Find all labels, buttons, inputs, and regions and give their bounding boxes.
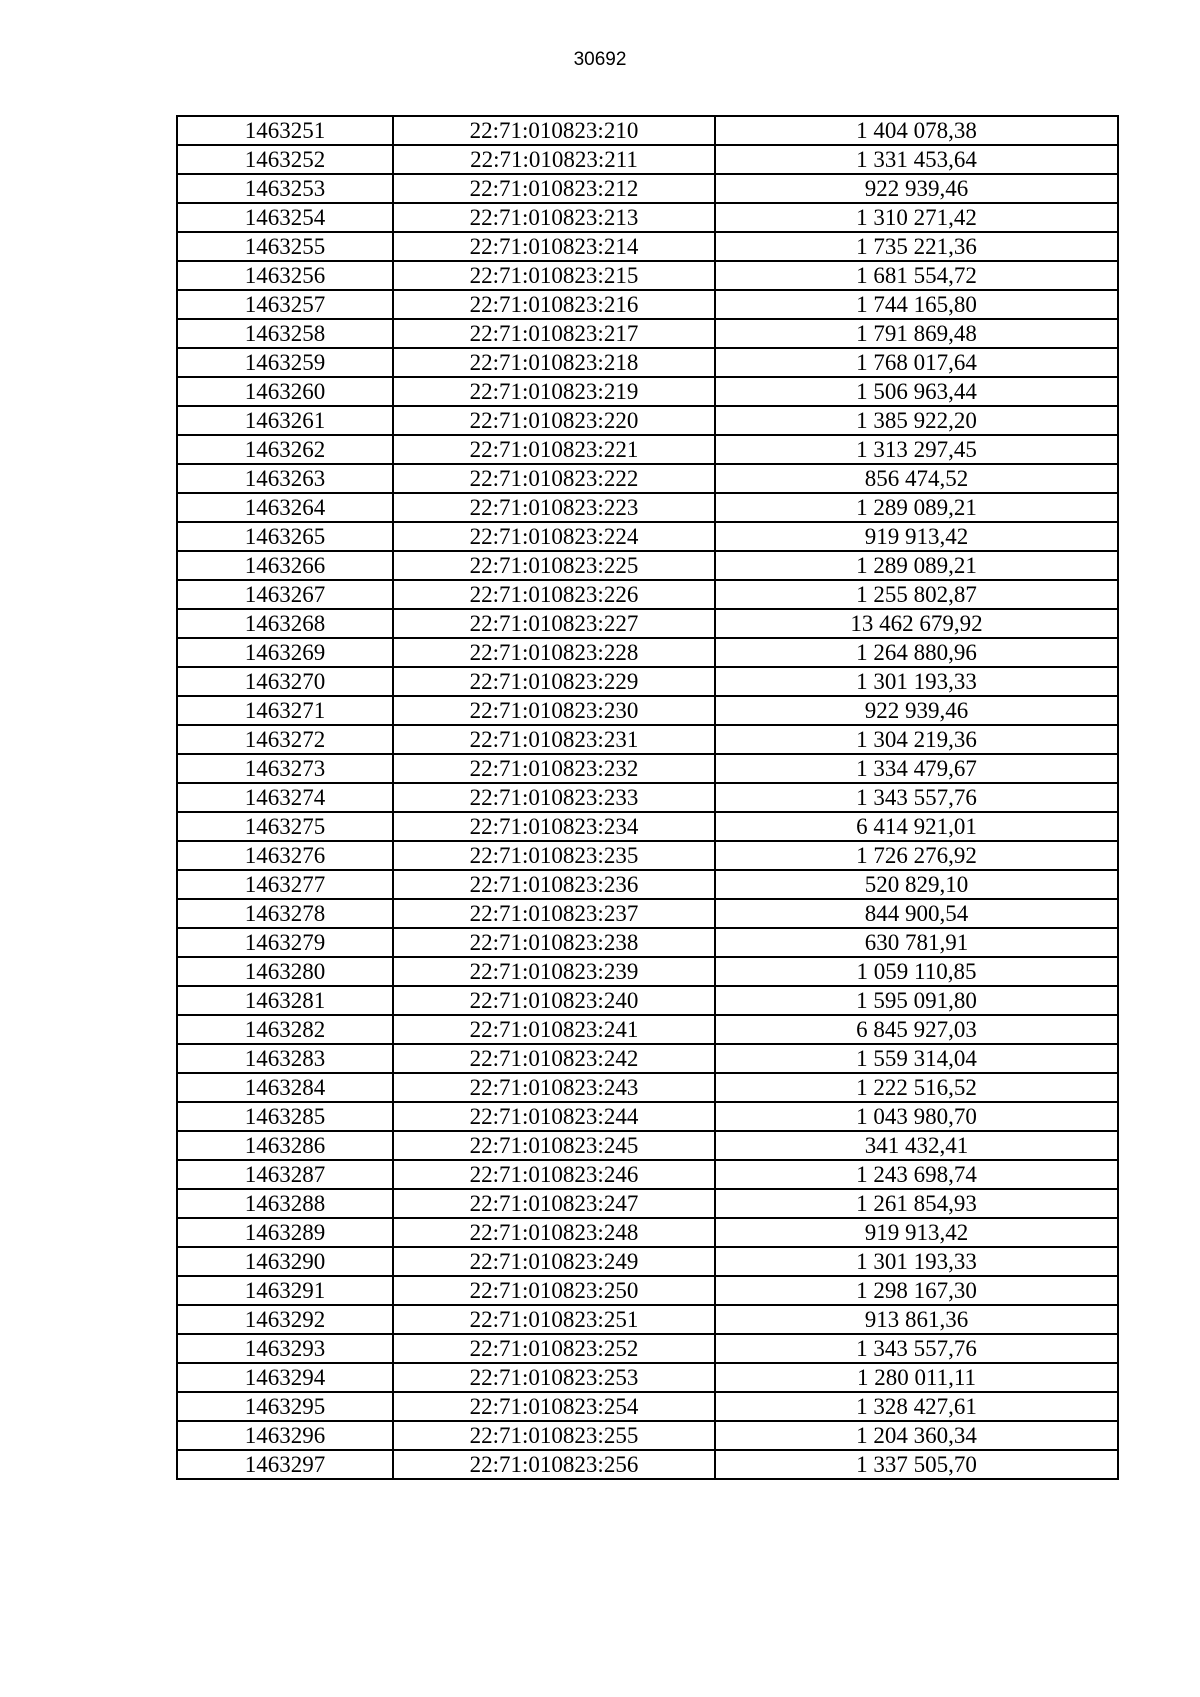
cadastral-number-cell: 22:71:010823:216 xyxy=(393,290,715,319)
table-row xyxy=(177,1392,1118,1421)
row-number-cell: 1463283 xyxy=(177,1044,393,1073)
table-row xyxy=(177,1276,1118,1305)
table-row xyxy=(177,261,1118,290)
cadastral-value-cell: 1 261 854,93 xyxy=(715,1189,1118,1218)
cadastral-value-cell: 1 280 011,11 xyxy=(715,1363,1118,1392)
row-number-cell: 1463284 xyxy=(177,1073,393,1102)
cadastral-number-cell: 22:71:010823:231 xyxy=(393,725,715,754)
row-number-cell: 1463252 xyxy=(177,145,393,174)
cadastral-number-cell: 22:71:010823:218 xyxy=(393,348,715,377)
row-number-cell: 1463274 xyxy=(177,783,393,812)
cadastral-value-cell: 1 726 276,92 xyxy=(715,841,1118,870)
cadastral-value-cell: 1 506 963,44 xyxy=(715,377,1118,406)
table-row xyxy=(177,348,1118,377)
cadastral-number-cell: 22:71:010823:211 xyxy=(393,145,715,174)
cadastral-number-cell: 22:71:010823:237 xyxy=(393,899,715,928)
cadastral-value-cell: 1 337 505,70 xyxy=(715,1450,1118,1479)
table-row xyxy=(177,1247,1118,1276)
table-row xyxy=(177,1131,1118,1160)
cadastral-value-cell: 1 298 167,30 xyxy=(715,1276,1118,1305)
cadastral-value-cell: 1 334 479,67 xyxy=(715,754,1118,783)
row-number-cell: 1463258 xyxy=(177,319,393,348)
row-number-cell: 1463263 xyxy=(177,464,393,493)
row-number-cell: 1463254 xyxy=(177,203,393,232)
table-row xyxy=(177,754,1118,783)
row-number-cell: 1463270 xyxy=(177,667,393,696)
table-row xyxy=(177,1450,1118,1479)
table-row xyxy=(177,1218,1118,1247)
cadastral-value-cell: 1 791 869,48 xyxy=(715,319,1118,348)
cadastral-number-cell: 22:71:010823:248 xyxy=(393,1218,715,1247)
cadastral-number-cell: 22:71:010823:215 xyxy=(393,261,715,290)
cadastral-number-cell: 22:71:010823:222 xyxy=(393,464,715,493)
row-number-cell: 1463297 xyxy=(177,1450,393,1479)
row-number-cell: 1463256 xyxy=(177,261,393,290)
row-number-cell: 1463268 xyxy=(177,609,393,638)
cadastral-number-cell: 22:71:010823:234 xyxy=(393,812,715,841)
row-number-cell: 1463257 xyxy=(177,290,393,319)
cadastral-number-cell: 22:71:010823:249 xyxy=(393,1247,715,1276)
table-row xyxy=(177,1073,1118,1102)
cadastral-value-cell: 1 301 193,33 xyxy=(715,667,1118,696)
row-number-cell: 1463269 xyxy=(177,638,393,667)
cadastral-value-cell: 1 304 219,36 xyxy=(715,725,1118,754)
cadastral-number-cell: 22:71:010823:253 xyxy=(393,1363,715,1392)
row-number-cell: 1463280 xyxy=(177,957,393,986)
cadastral-value-cell: 520 829,10 xyxy=(715,870,1118,899)
cadastral-value-cell: 1 310 271,42 xyxy=(715,203,1118,232)
row-number-cell: 1463255 xyxy=(177,232,393,261)
cadastral-number-cell: 22:71:010823:232 xyxy=(393,754,715,783)
cadastral-number-cell: 22:71:010823:235 xyxy=(393,841,715,870)
row-number-cell: 1463292 xyxy=(177,1305,393,1334)
row-number-cell: 1463291 xyxy=(177,1276,393,1305)
cadastral-value-cell: 913 861,36 xyxy=(715,1305,1118,1334)
row-number-cell: 1463260 xyxy=(177,377,393,406)
row-number-cell: 1463281 xyxy=(177,986,393,1015)
cadastral-number-cell: 22:71:010823:256 xyxy=(393,1450,715,1479)
table-row xyxy=(177,1363,1118,1392)
cadastral-number-cell: 22:71:010823:246 xyxy=(393,1160,715,1189)
cadastral-number-cell: 22:71:010823:242 xyxy=(393,1044,715,1073)
cadastral-value-cell: 1 313 297,45 xyxy=(715,435,1118,464)
cadastral-number-cell: 22:71:010823:220 xyxy=(393,406,715,435)
table-row xyxy=(177,841,1118,870)
table-row xyxy=(177,928,1118,957)
cadastral-value-cell: 6 414 921,01 xyxy=(715,812,1118,841)
cadastral-value-cell: 1 243 698,74 xyxy=(715,1160,1118,1189)
row-number-cell: 1463278 xyxy=(177,899,393,928)
table-row xyxy=(177,522,1118,551)
row-number-cell: 1463295 xyxy=(177,1392,393,1421)
table-row xyxy=(177,319,1118,348)
cadastral-number-cell: 22:71:010823:221 xyxy=(393,435,715,464)
table-row xyxy=(177,638,1118,667)
table-row xyxy=(177,377,1118,406)
cadastral-value-cell: 1 289 089,21 xyxy=(715,551,1118,580)
row-number-cell: 1463264 xyxy=(177,493,393,522)
cadastral-value-cell: 1 328 427,61 xyxy=(715,1392,1118,1421)
cadastral-number-cell: 22:71:010823:233 xyxy=(393,783,715,812)
table-row xyxy=(177,203,1118,232)
cadastral-number-cell: 22:71:010823:226 xyxy=(393,580,715,609)
table-row xyxy=(177,1334,1118,1363)
table-row xyxy=(177,899,1118,928)
page-number: 30692 xyxy=(573,49,627,70)
table-row xyxy=(177,551,1118,580)
table-row xyxy=(177,464,1118,493)
table-row xyxy=(177,1160,1118,1189)
cadastral-number-cell: 22:71:010823:241 xyxy=(393,1015,715,1044)
cadastral-number-cell: 22:71:010823:212 xyxy=(393,174,715,203)
table-row xyxy=(177,1421,1118,1450)
cadastral-number-cell: 22:71:010823:210 xyxy=(393,116,715,145)
row-number-cell: 1463272 xyxy=(177,725,393,754)
cadastral-number-cell: 22:71:010823:251 xyxy=(393,1305,715,1334)
row-number-cell: 1463261 xyxy=(177,406,393,435)
table-row xyxy=(177,290,1118,319)
row-number-cell: 1463286 xyxy=(177,1131,393,1160)
cadastral-number-cell: 22:71:010823:252 xyxy=(393,1334,715,1363)
row-number-cell: 1463275 xyxy=(177,812,393,841)
row-number-cell: 1463273 xyxy=(177,754,393,783)
cadastral-value-cell: 922 939,46 xyxy=(715,696,1118,725)
table-row xyxy=(177,609,1118,638)
cadastral-number-cell: 22:71:010823:217 xyxy=(393,319,715,348)
cadastral-value-cell: 1 385 922,20 xyxy=(715,406,1118,435)
cadastral-value-cell: 1 301 193,33 xyxy=(715,1247,1118,1276)
cadastral-number-cell: 22:71:010823:223 xyxy=(393,493,715,522)
table-row xyxy=(177,232,1118,261)
row-number-cell: 1463277 xyxy=(177,870,393,899)
cadastral-number-cell: 22:71:010823:244 xyxy=(393,1102,715,1131)
table-row xyxy=(177,406,1118,435)
row-number-cell: 1463289 xyxy=(177,1218,393,1247)
table-row xyxy=(177,580,1118,609)
cadastral-value-cell: 844 900,54 xyxy=(715,899,1118,928)
row-number-cell: 1463271 xyxy=(177,696,393,725)
cadastral-value-cell: 919 913,42 xyxy=(715,522,1118,551)
cadastral-number-cell: 22:71:010823:228 xyxy=(393,638,715,667)
row-number-cell: 1463296 xyxy=(177,1421,393,1450)
table-row xyxy=(177,957,1118,986)
row-number-cell: 1463251 xyxy=(177,116,393,145)
table-row xyxy=(177,1044,1118,1073)
cadastral-number-cell: 22:71:010823:213 xyxy=(393,203,715,232)
cadastral-number-cell: 22:71:010823:225 xyxy=(393,551,715,580)
table-row xyxy=(177,870,1118,899)
cadastral-value-cell: 922 939,46 xyxy=(715,174,1118,203)
cadastral-value-cell: 1 043 980,70 xyxy=(715,1102,1118,1131)
cadastral-value-cell: 1 059 110,85 xyxy=(715,957,1118,986)
cadastral-number-cell: 22:71:010823:254 xyxy=(393,1392,715,1421)
cadastral-value-table xyxy=(176,115,1119,1480)
row-number-cell: 1463285 xyxy=(177,1102,393,1131)
row-number-cell: 1463293 xyxy=(177,1334,393,1363)
table-row xyxy=(177,812,1118,841)
cadastral-value-cell: 630 781,91 xyxy=(715,928,1118,957)
row-number-cell: 1463266 xyxy=(177,551,393,580)
cadastral-value-cell: 856 474,52 xyxy=(715,464,1118,493)
cadastral-value-cell: 1 735 221,36 xyxy=(715,232,1118,261)
cadastral-value-cell: 13 462 679,92 xyxy=(715,609,1118,638)
table-row xyxy=(177,783,1118,812)
cadastral-number-cell: 22:71:010823:239 xyxy=(393,957,715,986)
table-row xyxy=(177,174,1118,203)
row-number-cell: 1463282 xyxy=(177,1015,393,1044)
cadastral-number-cell: 22:71:010823:224 xyxy=(393,522,715,551)
row-number-cell: 1463262 xyxy=(177,435,393,464)
table-row xyxy=(177,145,1118,174)
table-row xyxy=(177,986,1118,1015)
table-row xyxy=(177,1015,1118,1044)
cadastral-number-cell: 22:71:010823:243 xyxy=(393,1073,715,1102)
table-row xyxy=(177,1189,1118,1218)
table-row xyxy=(177,493,1118,522)
cadastral-value-cell: 1 204 360,34 xyxy=(715,1421,1118,1450)
cadastral-number-cell: 22:71:010823:247 xyxy=(393,1189,715,1218)
cadastral-value-cell: 1 404 078,38 xyxy=(715,116,1118,145)
table-row xyxy=(177,725,1118,754)
cadastral-value-cell: 1 559 314,04 xyxy=(715,1044,1118,1073)
cadastral-value-cell: 1 681 554,72 xyxy=(715,261,1118,290)
cadastral-number-cell: 22:71:010823:219 xyxy=(393,377,715,406)
table-row xyxy=(177,435,1118,464)
cadastral-number-cell: 22:71:010823:250 xyxy=(393,1276,715,1305)
row-number-cell: 1463265 xyxy=(177,522,393,551)
cadastral-number-cell: 22:71:010823:229 xyxy=(393,667,715,696)
row-number-cell: 1463290 xyxy=(177,1247,393,1276)
cadastral-number-cell: 22:71:010823:238 xyxy=(393,928,715,957)
cadastral-number-cell: 22:71:010823:236 xyxy=(393,870,715,899)
cadastral-number-cell: 22:71:010823:214 xyxy=(393,232,715,261)
table-row xyxy=(177,696,1118,725)
cadastral-value-cell: 1 343 557,76 xyxy=(715,1334,1118,1363)
cadastral-value-cell: 1 331 453,64 xyxy=(715,145,1118,174)
cadastral-number-cell: 22:71:010823:230 xyxy=(393,696,715,725)
table-body xyxy=(177,116,1118,1479)
row-number-cell: 1463294 xyxy=(177,1363,393,1392)
row-number-cell: 1463259 xyxy=(177,348,393,377)
cadastral-number-cell: 22:71:010823:245 xyxy=(393,1131,715,1160)
row-number-cell: 1463287 xyxy=(177,1160,393,1189)
table-row xyxy=(177,1102,1118,1131)
table-row xyxy=(177,667,1118,696)
cadastral-number-cell: 22:71:010823:255 xyxy=(393,1421,715,1450)
row-number-cell: 1463279 xyxy=(177,928,393,957)
cadastral-value-cell: 1 264 880,96 xyxy=(715,638,1118,667)
cadastral-value-cell: 6 845 927,03 xyxy=(715,1015,1118,1044)
cadastral-value-cell: 1 222 516,52 xyxy=(715,1073,1118,1102)
table-row xyxy=(177,116,1118,145)
cadastral-value-cell: 1 289 089,21 xyxy=(715,493,1118,522)
cadastral-number-cell: 22:71:010823:227 xyxy=(393,609,715,638)
cadastral-value-cell: 1 768 017,64 xyxy=(715,348,1118,377)
table-row xyxy=(177,1305,1118,1334)
cadastral-value-cell: 1 744 165,80 xyxy=(715,290,1118,319)
cadastral-value-cell: 1 343 557,76 xyxy=(715,783,1118,812)
cadastral-number-cell: 22:71:010823:240 xyxy=(393,986,715,1015)
cadastral-value-cell: 1 255 802,87 xyxy=(715,580,1118,609)
cadastral-value-cell: 341 432,41 xyxy=(715,1131,1118,1160)
row-number-cell: 1463267 xyxy=(177,580,393,609)
cadastral-value-cell: 1 595 091,80 xyxy=(715,986,1118,1015)
row-number-cell: 1463276 xyxy=(177,841,393,870)
cadastral-value-cell: 919 913,42 xyxy=(715,1218,1118,1247)
row-number-cell: 1463253 xyxy=(177,174,393,203)
row-number-cell: 1463288 xyxy=(177,1189,393,1218)
